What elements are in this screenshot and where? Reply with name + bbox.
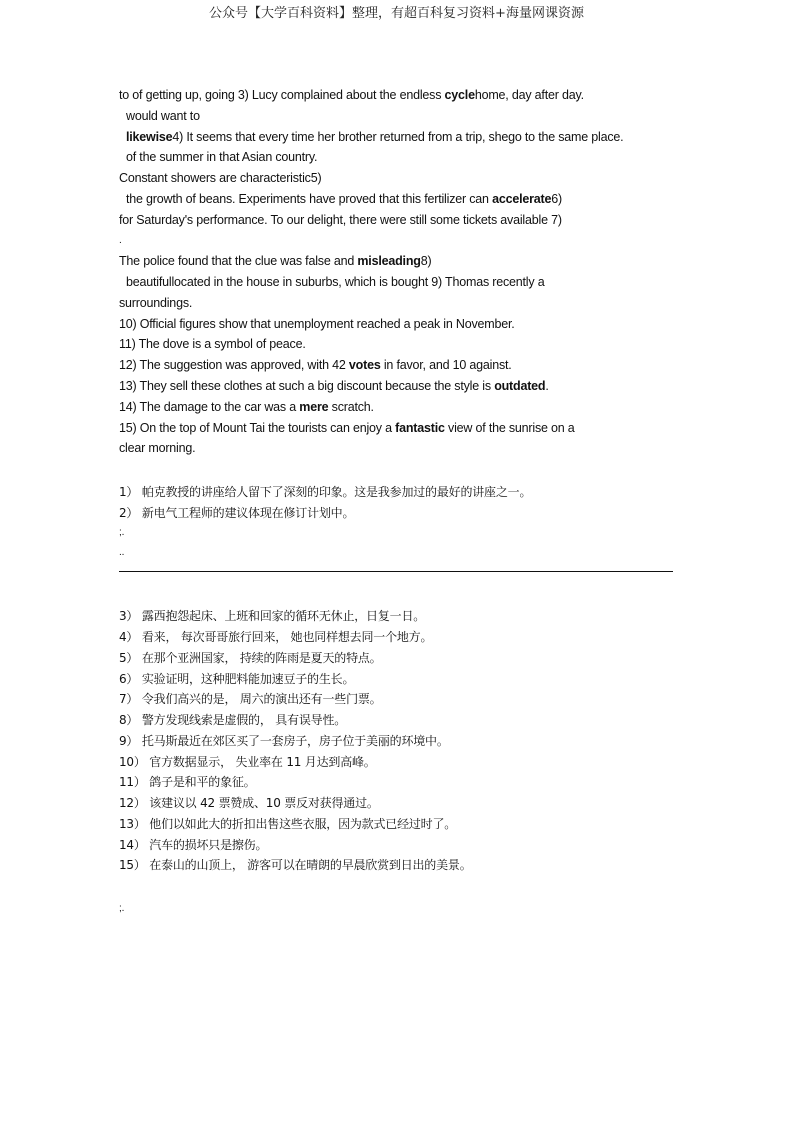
en-line-12: 10) Official figures show that unemployment reached a peak in November. xyxy=(119,317,515,331)
en-line-17: 15) On the top of Mount Tai the tourists can enjoy a fantastic view of the sunrise on a xyxy=(119,421,575,435)
en-line-1: to of getting up, going 3) Lucy complained about the endless cyclehome, day after day. xyxy=(119,88,584,102)
zh-line-11: 11） 鸽子是和平的象征。 xyxy=(119,775,256,789)
en-line-15: 13) They sell these clothes at such a big discount because the style is outdated. xyxy=(119,379,549,393)
end-mark: ;. xyxy=(119,903,125,914)
en-line-4: of the summer in that Asian country. xyxy=(126,150,318,164)
keyword-votes: votes xyxy=(348,358,381,372)
zh-line-4: 4） 看来， 每次哥哥旅行回来， 她也同样想去同一个地方。 xyxy=(119,630,433,644)
en-line-13: 11) The dove is a symbol of peace. xyxy=(119,337,306,351)
en-line-9: The police found that the clue was false and misleading8) xyxy=(119,254,432,268)
zh-line-1: 1） 帕克教授的讲座给人留下了深刻的印象。这是我参加过的最好的讲座之一。 xyxy=(119,485,532,499)
en-line-14: 12) The suggestion was approved, with 42 votes in favor, and 10 against. xyxy=(119,358,512,372)
en-line-18: clear morning. xyxy=(119,441,196,455)
keyword-likewise: likewise xyxy=(126,130,173,144)
zh-line-6: 6） 实验证明，这种肥料能加速豆子的生长。 xyxy=(119,672,355,686)
en-line-11: surroundings. xyxy=(119,296,193,310)
keyword-fantastic: fantastic xyxy=(395,421,445,435)
zh-line-15: 15） 在泰山的山顶上， 游客可以在晴朗的早晨欣赏到日出的美景。 xyxy=(119,858,472,872)
horizontal-rule xyxy=(119,571,673,572)
zh-line-13: 13） 他们以如此大的折扣出售这些衣服，因为款式已经过时了。 xyxy=(119,817,457,831)
keyword-cycle: cycle xyxy=(444,88,475,102)
zh-line-10: 10） 官方数据显示， 失业率在 11 月达到高峰。 xyxy=(119,755,376,769)
zh-line-8: 8） 警方发现线索是虚假的， 具有误导性。 xyxy=(119,713,347,727)
en-line-16: 14) The damage to the car was a mere scratch. xyxy=(119,400,374,414)
mark-line-2: .. xyxy=(119,547,125,558)
en-line-2: would want to xyxy=(126,109,200,123)
en-line-8: . xyxy=(119,235,122,246)
keyword-mere: mere xyxy=(299,400,329,414)
mark-line-1: ;. xyxy=(119,527,125,538)
zh-line-2: 2） 新电气工程师的建议体现在修订计划中。 xyxy=(119,506,355,520)
zh-line-7: 7） 令我们高兴的是， 周六的演出还有一些门票。 xyxy=(119,692,382,706)
keyword-outdated: outdated xyxy=(494,379,546,393)
page-header: 公众号【大学百科资料】整理，有超百科复习资料+海量网课资源 xyxy=(209,6,584,21)
zh-line-9: 9） 托马斯最近在郊区买了一套房子，房子位于美丽的环境中。 xyxy=(119,734,449,748)
en-line-3: likewise4) It seems that every time her brother returned from a trip, shego to the same place. xyxy=(126,130,624,144)
keyword-accelerate: accelerate xyxy=(492,192,552,206)
en-line-5: Constant showers are characteristic5) xyxy=(119,171,322,185)
zh-line-3: 3） 露西抱怨起床、上班和回家的循环无休止，日复一日。 xyxy=(119,609,426,623)
en-line-10: beautifullocated in the house in suburbs, which is bought 9) Thomas recently a xyxy=(126,275,545,289)
zh-line-5: 5） 在那个亚洲国家， 持续的阵雨是夏天的特点。 xyxy=(119,651,382,665)
en-line-7: for Saturday's performance. To our delight, there were still some tickets available 7) xyxy=(119,213,562,227)
zh-line-12: 12） 该建议以 42 票赞成、10 票反对获得通过。 xyxy=(119,796,379,810)
en-line-6: the growth of beans. Experiments have proved that this fertilizer can accelerate6) xyxy=(126,192,562,206)
zh-line-14: 14） 汽车的损坏只是擦伤。 xyxy=(119,838,268,852)
keyword-misleading: misleading xyxy=(357,254,421,268)
